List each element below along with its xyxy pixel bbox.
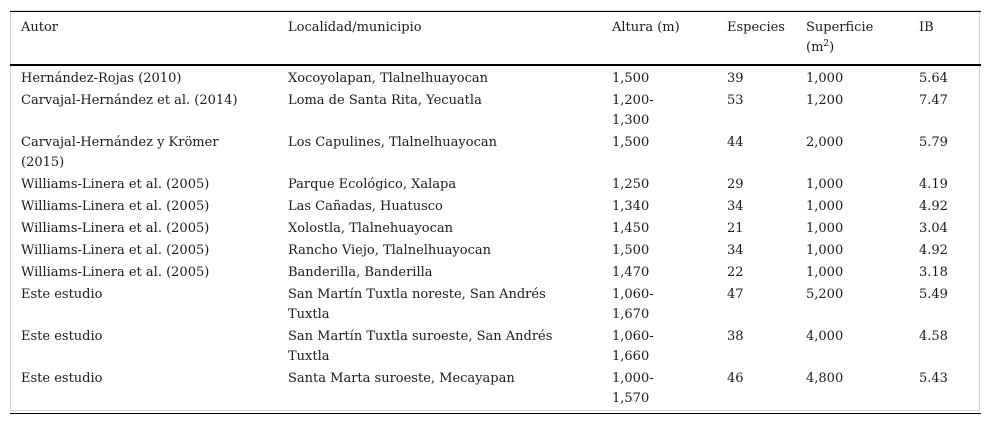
table-body	[10, 65, 981, 414]
table-row	[10, 262, 981, 284]
table-row	[10, 132, 981, 174]
cell-altura-text: 1,470	[612, 265, 650, 280]
cell-localidad	[277, 326, 601, 368]
cell-localidad-text: San Martín Tuxtla noreste, San Andrés Tuxtla	[288, 287, 546, 322]
cell-altura-text: 1,340	[612, 199, 650, 214]
cell-autor	[10, 368, 277, 414]
cell-autor	[10, 262, 277, 284]
cell-autor-text: Este estudio	[21, 371, 103, 386]
cell-altura	[601, 262, 716, 284]
cell-ib-text: 5.64	[919, 71, 948, 86]
cell-especies	[716, 65, 795, 90]
header-superficie-unit-close: )	[829, 40, 835, 55]
cell-especies	[716, 90, 795, 132]
header-altura: Altura (m)	[612, 20, 680, 35]
cell-autor	[10, 132, 277, 174]
cell-localidad-text: Parque Ecológico, Xalapa	[288, 177, 457, 192]
table-row	[10, 196, 981, 218]
cell-ib-text: 5.79	[919, 135, 948, 150]
cell-especies-text: 53	[727, 93, 744, 108]
cell-autor	[10, 174, 277, 196]
cell-superficie-text: 4,000	[806, 329, 844, 344]
cell-autor-text: Williams-Linera et al. (2005)	[21, 221, 210, 236]
cell-autor-text: Carvajal-Hernández et al. (2014)	[21, 93, 238, 108]
cell-superficie-text: 4,800	[806, 371, 844, 386]
cell-superficie	[795, 65, 908, 90]
cell-superficie-text: 1,000	[806, 71, 844, 86]
cell-autor	[10, 196, 277, 218]
table-row	[10, 65, 981, 90]
cell-ib-text: 4.58	[919, 329, 948, 344]
cell-ib	[908, 262, 981, 284]
cell-ib	[908, 368, 981, 414]
cell-altura-text: 1,450	[612, 221, 650, 236]
cell-ib	[908, 284, 981, 326]
cell-altura-text: 1,250	[612, 177, 650, 192]
cell-especies	[716, 326, 795, 368]
cell-superficie-text: 5,200	[806, 287, 844, 302]
cell-superficie	[795, 368, 908, 414]
cell-localidad-text: Xolostla, Tlalnehuayocan	[288, 221, 454, 236]
cell-especies-text: 47	[727, 287, 744, 302]
cell-superficie	[795, 90, 908, 132]
table-row	[10, 326, 981, 368]
cell-localidad-text: Santa Marta suroeste, Mecayapan	[288, 371, 515, 386]
cell-localidad-text: Los Capulines, Tlalnelhuayocan	[288, 135, 498, 150]
cell-especies-text: 34	[727, 243, 744, 258]
cell-localidad-text: Banderilla, Banderilla	[288, 265, 433, 280]
cell-especies-text: 21	[727, 221, 744, 236]
cell-autor	[10, 284, 277, 326]
cell-ib-text: 3.04	[919, 221, 948, 236]
cell-especies	[716, 218, 795, 240]
cell-ib-text: 5.49	[919, 287, 948, 302]
cell-altura	[601, 218, 716, 240]
cell-superficie-text: 1,000	[806, 177, 844, 192]
table-row	[10, 284, 981, 326]
cell-localidad-text: San Martín Tuxtla suroeste, San Andrés Tuxtla	[288, 329, 553, 364]
cell-localidad-text: Loma de Santa Rita, Yecuatla	[288, 93, 482, 108]
cell-altura	[601, 326, 716, 368]
cell-altura	[601, 90, 716, 132]
cell-altura-text: 1,500	[612, 243, 650, 258]
cell-ib	[908, 196, 981, 218]
cell-altura-text: 1,000- 1,570	[612, 371, 654, 406]
cell-autor	[10, 218, 277, 240]
cell-ib-text: 4.92	[919, 243, 948, 258]
cell-especies-text: 38	[727, 329, 744, 344]
cell-ib	[908, 326, 981, 368]
cell-localidad	[277, 132, 601, 174]
cell-ib-text: 4.92	[919, 199, 948, 214]
cell-autor-text: Carvajal-Hernández y Krömer (2015)	[21, 135, 219, 170]
cell-especies-text: 46	[727, 371, 744, 386]
header-superficie	[795, 12, 908, 66]
cell-localidad	[277, 218, 601, 240]
cell-altura	[601, 284, 716, 326]
cell-especies-text: 29	[727, 177, 744, 192]
cell-superficie	[795, 174, 908, 196]
cell-localidad-text: Rancho Viejo, Tlalnelhuayocan	[288, 243, 491, 258]
cell-localidad	[277, 368, 601, 414]
cell-superficie	[795, 196, 908, 218]
cell-ib	[908, 218, 981, 240]
cell-superficie	[795, 132, 908, 174]
cell-autor-text: Williams-Linera et al. (2005)	[21, 265, 210, 280]
cell-autor	[10, 240, 277, 262]
cell-altura	[601, 132, 716, 174]
cell-especies	[716, 196, 795, 218]
cell-ib	[908, 132, 981, 174]
data-table	[10, 11, 981, 414]
cell-autor-text: Williams-Linera et al. (2005)	[21, 177, 210, 192]
table-row	[10, 218, 981, 240]
header-ib: IB	[919, 20, 934, 35]
cell-altura-text: 1,060- 1,660	[612, 329, 654, 364]
cell-especies	[716, 368, 795, 414]
cell-especies	[716, 240, 795, 262]
cell-localidad	[277, 196, 601, 218]
cell-ib	[908, 65, 981, 90]
cell-autor	[10, 90, 277, 132]
cell-altura	[601, 65, 716, 90]
cell-altura	[601, 368, 716, 414]
cell-ib	[908, 174, 981, 196]
cell-autor	[10, 326, 277, 368]
cell-superficie	[795, 262, 908, 284]
cell-especies-text: 39	[727, 71, 744, 86]
header-autor: Autor	[21, 20, 59, 35]
table-row	[10, 240, 981, 262]
cell-superficie-text: 1,000	[806, 265, 844, 280]
cell-autor-text: Este estudio	[21, 287, 103, 302]
header-especies: Especies	[727, 20, 785, 35]
cell-altura	[601, 240, 716, 262]
cell-autor-text: Este estudio	[21, 329, 103, 344]
cell-localidad-text: Xocoyolapan, Tlalnelhuayocan	[288, 71, 489, 86]
cell-altura-text: 1,200- 1,300	[612, 93, 654, 128]
cell-especies	[716, 132, 795, 174]
cell-altura-text: 1,500	[612, 135, 650, 150]
cell-superficie-text: 2,000	[806, 135, 844, 150]
cell-localidad	[277, 262, 601, 284]
cell-altura	[601, 196, 716, 218]
cell-superficie-text: 1,200	[806, 93, 844, 108]
cell-especies	[716, 262, 795, 284]
cell-autor	[10, 65, 277, 90]
cell-localidad	[277, 174, 601, 196]
cell-ib-text: 4.19	[919, 177, 948, 192]
cell-autor-text: Hernández-Rojas (2010)	[21, 71, 182, 86]
cell-altura-text: 1,060- 1,670	[612, 287, 654, 322]
table-row	[10, 90, 981, 132]
cell-localidad	[277, 240, 601, 262]
cell-localidad-text: Las Cañadas, Huatusco	[288, 199, 443, 214]
cell-localidad	[277, 90, 601, 132]
header-localidad: Localidad/municipio	[288, 20, 422, 35]
cell-especies-text: 44	[727, 135, 744, 150]
table-row	[10, 368, 981, 414]
cell-superficie-text: 1,000	[806, 221, 844, 236]
cell-especies	[716, 284, 795, 326]
cell-autor-text: Williams-Linera et al. (2005)	[21, 199, 210, 214]
cell-ib-text: 3.18	[919, 265, 948, 280]
header-superficie-exponent: 2	[823, 39, 830, 49]
cell-ib	[908, 240, 981, 262]
cell-ib	[908, 90, 981, 132]
cell-altura-text: 1,500	[612, 71, 650, 86]
cell-localidad	[277, 284, 601, 326]
cell-superficie	[795, 218, 908, 240]
cell-superficie	[795, 284, 908, 326]
cell-superficie	[795, 326, 908, 368]
cell-superficie-text: 1,000	[806, 199, 844, 214]
cell-superficie-text: 1,000	[806, 243, 844, 258]
cell-especies-text: 34	[727, 199, 744, 214]
cell-ib-text: 5.43	[919, 371, 948, 386]
table-header	[10, 12, 981, 66]
cell-localidad	[277, 65, 601, 90]
header-superficie-unit-open: (m	[806, 40, 824, 55]
header-superficie-label: Superficie	[806, 20, 874, 35]
cell-superficie	[795, 240, 908, 262]
cell-ib-text: 7.47	[919, 93, 948, 108]
cell-autor-text: Williams-Linera et al. (2005)	[21, 243, 210, 258]
cell-especies	[716, 174, 795, 196]
table-row	[10, 174, 981, 196]
cell-especies-text: 22	[727, 265, 744, 280]
cell-altura	[601, 174, 716, 196]
